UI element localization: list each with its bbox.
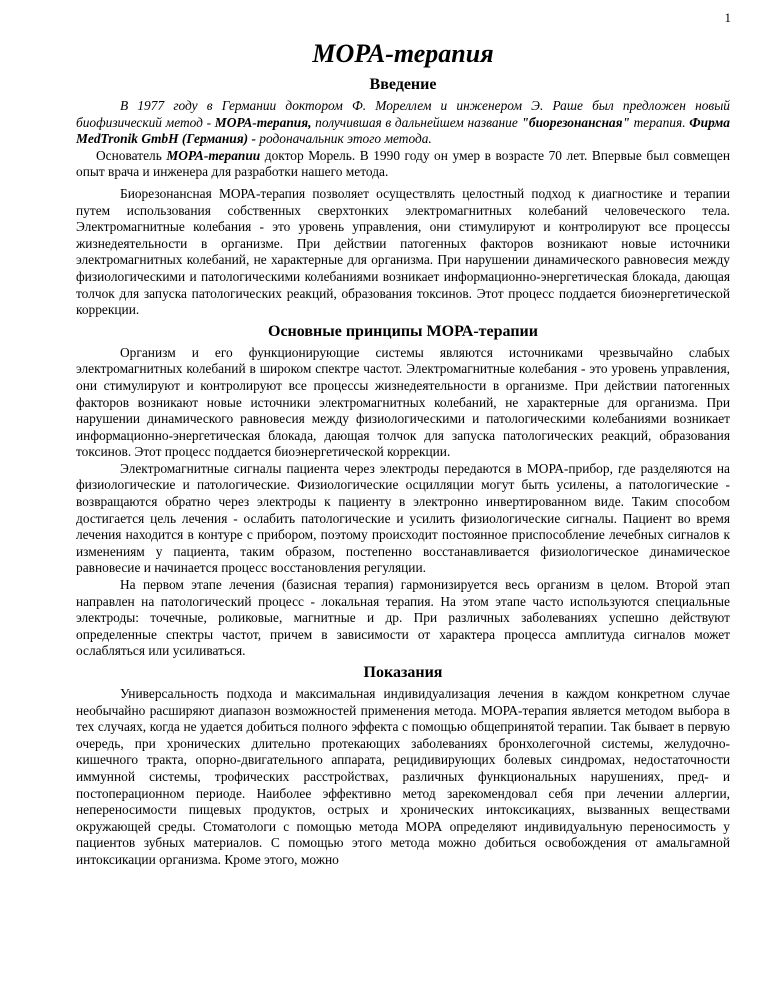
intro-p2-text-1: Основатель [96,147,167,163]
intro-p1-text-3: терапия. [629,114,690,130]
intro-p2-text-2: доктор Морель. В 1990 году он умер в возрасте 70 лет. Впервые был совмещен опыт врача и инженера для разработки нашего метода. [76,147,730,180]
intro-p2-bold-mora: МОРА-терапии [166,147,261,163]
intro-paragraph-1 [76,98,730,148]
section-heading-indications: Показания [363,664,443,681]
section-heading-intro: Введение [369,76,437,93]
intro-p1-bold-mora: МОРА-терапия, [214,114,312,130]
indications-paragraph-1: Универсальность подхода и максимальная индивидуализация лечения в каждом конкретном случае необычайно расширяют диапазон возможностей применения метода. МОРА-терапия является методом выбора в тех случаях, когда не удается добиться полного эффекта с помощью общепринятой терапии. Так бывает в первую очередь, при хронических длительно протекающих заболеваниях бронхолегочной системы, желудочно-кишечного тракта, опорно-двигательного аппарата, рецидивирующих болевых синдромах, недостаточности иммунной системы, трофических расстройствах, различных функциональных нарушениях, пред- и постоперационном периоде. Наиболее эффективно метод зарекомендовал себя при лечении аллергии, непереносимости пищевых продуктов, острых и хронических интоксикациях, вызванных веществами окружающей среды. Стоматологи с помощью метода МОРА определяют индивидуальную переносимость у пациентов зубных материалов. С помощью этого метода можно добиться освобождения от амальгамной интоксикации организма. Кроме этого, можно [76,686,730,867]
intro-p1-text-4: родоначальник этого метода. [255,131,432,147]
intro-paragraph-2 [76,148,730,181]
intro-p1-bold-firm: Фирма MedTronik GmbH (Германия) - [76,114,730,147]
page-number: 1 [724,10,731,25]
document-page [76,36,730,869]
principles-paragraph-1: Организм и его функционирующие системы являются источниками чрезвычайно слабых электромагнитных колебаний в широком спектре частот. Электромагнитные колебания - это уровень управления, они стимулируют и контролируют все процессы жизнедеятельности в организме. При действии патогенных факторов возникают новые источники электромагнитных колебаний, не характерные для организма. При нарушении динамического равновесия между физиологическими и патологическими колебаниями возникает информационно-энергетическая блокада, дающая толчок для запуска патологических реакций, образования токсинов. Этот процесс поддается биоэнергетической коррекции. [76,344,730,460]
intro-p1-text-1: В 1977 году в Германии доктором Ф. Мореллем и инженером Э. Раше был предложен новый биофизический метод - [76,98,730,130]
intro-p1-bold-bioresonance: "биорезонансная" [521,114,630,130]
principles-paragraph-3: На первом этапе лечения (базисная терапия) гармонизируется весь организм в целом. Второй этап направлен на патологический процесс - локальная терапия. На этом этапе часто используются специальные электроды: точечные, роликовые, магнитные и др. При различных заболеваниях успешно действуют определенные спектры частот, причем в зависимости от характера процесса амплитуда сигналов может ослабляться или усиливаться. [76,577,730,659]
principles-paragraph-2: Электромагнитные сигналы пациента через электроды передаются в МОРА-прибор, где разделяются на физиологические и патологические. Физиологические осцилляции могут быть усилены, а патологические - возвращаются обратно через электроды к пациенту в электронно инвертированном виде. Таким способом достигается цель лечения - ослабить патологические и усилить физиологические сигналы. Пациент во время лечения находится в контуре с прибором, поэтому происходит постоянное приспособление лечебных сигналов к изменениям у пациента, таким образом, постепенно восстанавливается физиологическое динамическое равновесие и начинается процесс восстановления регуляции. [76,460,730,576]
document-title: МОРА-терапия [312,39,494,68]
section-heading-principles: Основные принципы МОРА-терапии [268,322,538,340]
intro-paragraph-3: Биорезонансная МОРА-терапия позволяет осуществлять целостный подход к диагностике и терапии путем использования собственных сверхтонких электромагнитных колебаний человеческого тела. Электромагнитные колебания - это уровень управления, они стимулируют и контролируют все процессы жизнедеятельности в организме. При действии патогенных факторов возникают новые источники электромагнитных колебаний, не характерные для организма. При нарушении динамического равновесия между физиологическими и патологическими колебаниями возникает информационно-энергетическая блокада, дающая толчок для запуска патологических реакций, образования токсинов. Этот процесс поддается биоэнергетической коррекции. [76,185,730,318]
intro-p1-text-2: получившая в дальнейшем название [311,114,522,130]
